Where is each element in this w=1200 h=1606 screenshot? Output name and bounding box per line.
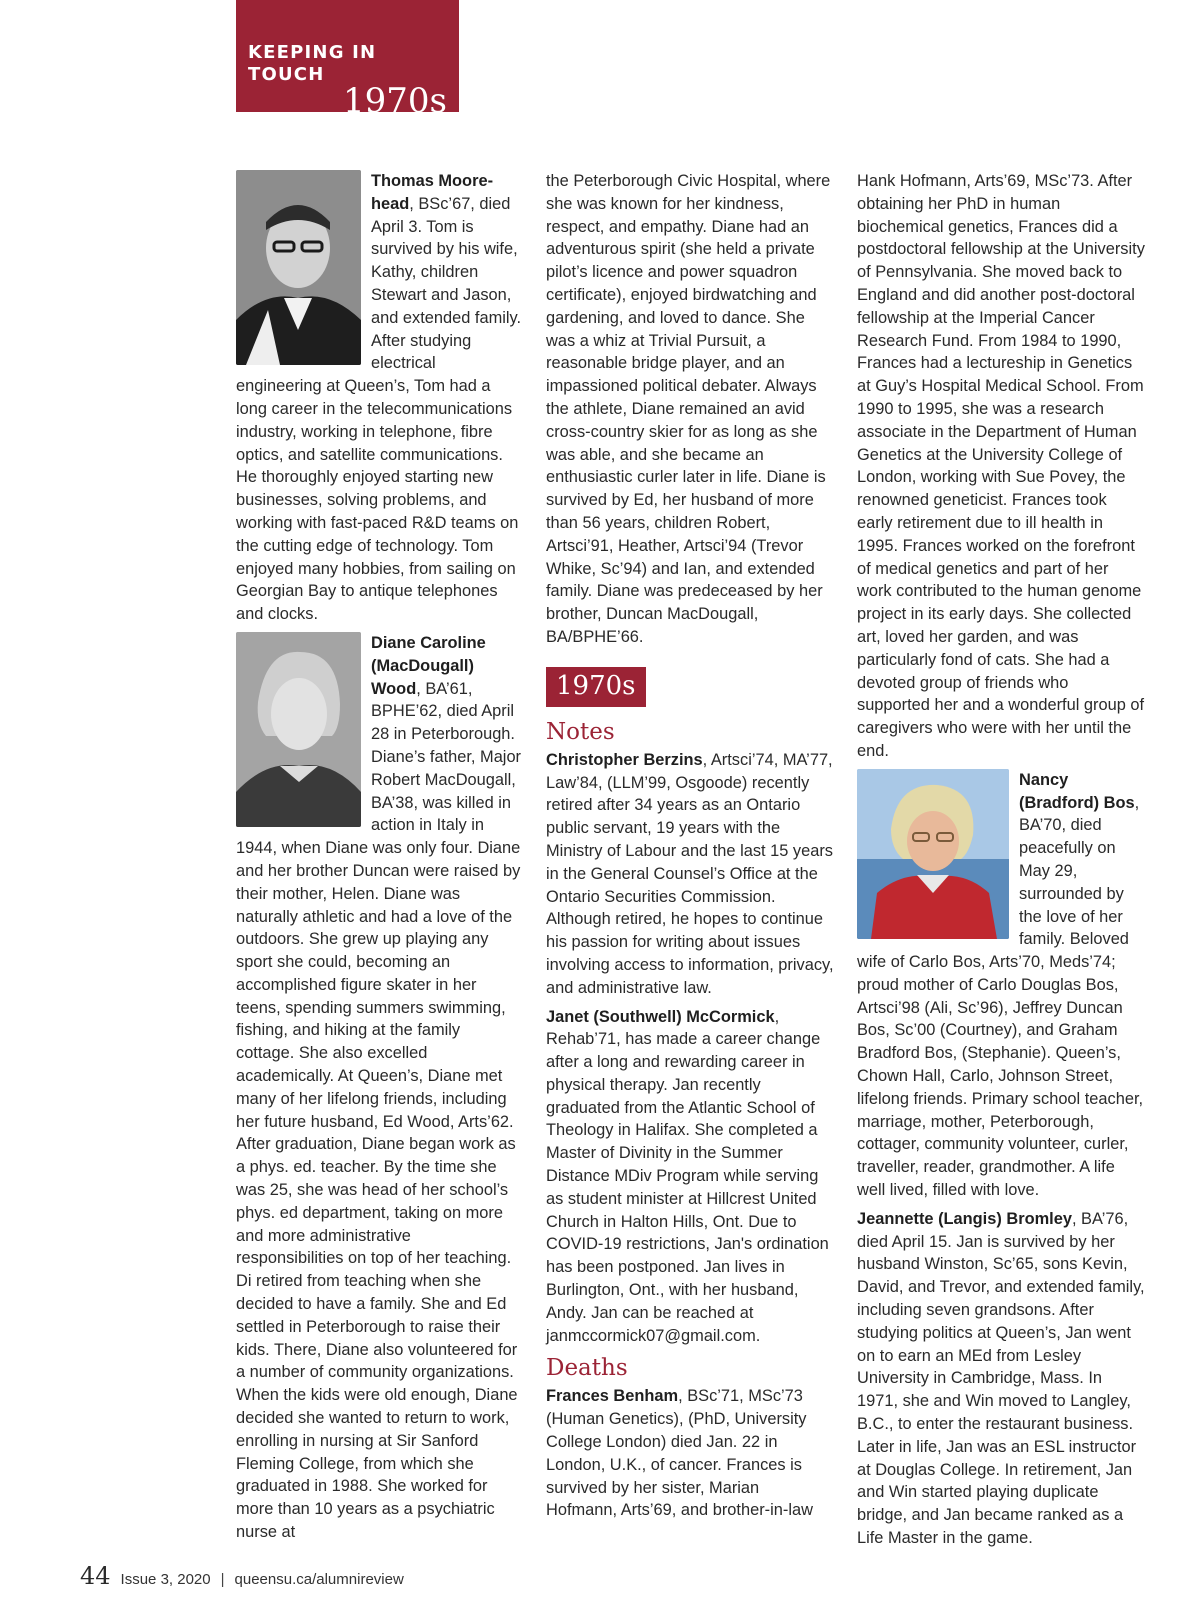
name-frances: Frances Benham [546, 1387, 679, 1406]
obituary-frances-continued: Hank Hofmann, Arts’69, MSc’73. After obtaining her PhD in human biochemical genetics, Frances did a postdoctoral fellowship at the University of Pennsylvania. She moved back to England and did another post-doctoral fellowship at the Imperial Cancer Research Fund. From 1984 to 1990, Frances had a lectureship in Genetics at Guy’s Hospital Medical School. From 1990 to 1995, she was a research associate in the Department of Human Genetics at the University College of London, working with Sue Povey, the renowned geneticist. Frances took early retirement due to ill health in 1995. Frances worked on the forefront of medical genetics and part of her work contributed to the human genome project in its early days. She collected art, loved her garden, and was particularly fond of cats. She had a devoted group of friends who supported her and a wonderful group of caregivers who were with her until the end. [857, 172, 1145, 760]
obituary-diane [236, 632, 522, 1544]
name-nancy: Nancy (Bradford) Bos [1019, 770, 1135, 812]
name-diane: Diane Caroline (MacDougall) Wood [371, 633, 486, 698]
column-3 [857, 170, 1145, 1556]
name-janet: Janet (Southwell) McCormick [546, 1007, 775, 1026]
text-tom: , BSc’67, died April 3. Tom is survived by his wife, Kathy, children Stewart and Jason, and extended family. After studying electrical engineering at Queen’s, Tom had a long career in the telecommunications industry, working in telephone, fibre optics, and satellite communications. He thoroughly enjoyed starting new businesses, solving problems, and working with fast-paced R&D teams on the cutting edge of technology. Tom enjoyed many hobbies, from sailing on Georgian Bay to antique telephones and clocks. [236, 194, 522, 624]
text-janet: , Rehab’71, has made a career change after a long and rewarding career in physical therapy. Jan recently graduated from the Atlantic School of Theology in Halifax. She completed a Master of Divinity in the Summer Distance MDiv Program while serving as student minister at Hillcrest United Church in Halton Hills, Ont. Due to COVID-19 restrictions, Jan's ordination has been postponed. Jan lives in Burlington, Ont., with her husband, Andy. Jan can be reached at janmccormick07@gmail.com. [546, 1007, 829, 1345]
name-christopher: Christopher Berzins [546, 750, 703, 769]
column-1 [236, 170, 522, 1550]
note-janet [546, 1006, 834, 1348]
text-christopher: , Artsci’74, MA’77, Law’84, (LLM’99, Osgoode) recently retired after 34 years as an Ontario public servant, 19 years with the Ministry of Labour and the last 15 years in the General Counsel’s Office at the Ontario Securities Commission. Although retired, he hopes to continue his passion for writing about issues involving access to information, privacy, and administrative law. [546, 750, 834, 997]
header-decade: 1970s [343, 81, 447, 121]
text-jeannette: , BA’76, died April 15. Jan is survived by her husband Winston, Sc’65, sons Kevin, David, and Trevor, and extended family, including seven grandsons. After studying politics at Queen’s, Jan went on to earn an MEd from Lesley University in Cambridge, Mass. In 1971, she and Win moved to Langley, B.C., to enter the restaurant business. Later in life, Jan was an ESL instructor at Douglas College. In retirement, Jan and Win started playing duplicate bridge, and Jan became ranked as a Life Master in the game. [857, 1209, 1145, 1548]
text-nancy: , BA’70, died peacefully on May 29, surrounded by the love of her family. Beloved wife of Carlo Bos, Arts’70, Meds’74; proud mother of Carlo Douglas Bos, Artsci’98 (Ali, Sc’96), Jeffrey Duncan Bos, Sc’00 (Courtney), and Graham Bradford Bos, (Stephanie). Queen’s, Chown Hall, Carlo, Johnson Street, lifelong friends. Primary school teacher, marriage, mother, Peterborough, cottager, community volunteer, curler, traveller, reader, grandmother. A life well lived, filled with love. [857, 793, 1144, 1200]
issue-label: Issue 3, 2020 [120, 1571, 211, 1588]
text-diane: , BA’61, BPHE’62, died April 28 in Peterborough. Diane’s father, Major Robert MacDougall, BA’38, was killed in action in Italy in 1944, when Diane was only four. Diane and her brother Duncan were raised by their mother, Helen. Diane was naturally athletic and had a love of the outdoors. She grew up playing any sport she could, becoming an accomplished figure skater in her teens, spending summers swimming, fishing, and hiking at the family cottage. She also excelled academically. At Queen’s, Diane met many of her lifelong friends, including her future husband, Ed Wood, Arts’62. After graduation, Diane began work as a phys. ed. teacher. By the time she was 25, she was head of her school’s phys. ed department, taking on more and more administrative responsibilities on top of her teaching. Di retired from teaching when she decided to have a family. She and Ed settled in Peterborough to raise their kids. There, Diane also volunteered for a number of community organizations. When the kids were old enough, Diane decided she wanted to return to work, enrolling in nursing at Sir Sanford Fleming College, from which she graduated in 1988. She worked for more than 10 years as a psychiatric nurse at [236, 679, 522, 1542]
footer-separator: | [220, 1571, 225, 1588]
page-number: 44 [80, 1562, 111, 1590]
obituary-nancy [857, 769, 1145, 1202]
name-jeannette: Jeannette (Langis) Bromley [857, 1209, 1072, 1228]
portrait-photo-tom [236, 170, 361, 365]
text-frances: , BSc’71, MSc’73 (Human Genetics), (PhD, University College London) died Jan. 22 in London, U.K., of cancer. Frances is survived by her sister, Marian Hofmann, Arts’69, and brother-in-law [546, 1387, 813, 1520]
portrait-photo-diane [236, 632, 361, 827]
column-2 [546, 170, 834, 1528]
obituary-tom [236, 170, 522, 626]
deaths-heading: Deaths [546, 1355, 628, 1382]
header-kicker: KEEPING IN TOUCH [248, 42, 377, 85]
name-tom: Thomas Moore-head [371, 172, 494, 213]
section-header-box [236, 0, 459, 121]
decade-badge: 1970s [546, 667, 646, 707]
footer-url[interactable]: queensu.ca/alumnireview [234, 1571, 404, 1588]
obituary-jeannette [857, 1208, 1145, 1550]
notes-heading: Notes [546, 718, 615, 745]
portrait-photo-nancy [857, 769, 1009, 939]
obituary-diane-continued: the Peterborough Civic Hospital, where she was known for her kindness, respect, and empathy. Diane had an adventurous spirit (she held a private pilot’s licence and power squadron certificate), enjoyed birdwatching and gardening, and loved to dance. She was a whiz at Trivial Pursuit, a reasonable bridge player, and an impassioned political debater. Always the athlete, Diane remained an avid cross-country skier for as long as she was able, and she became an enthusiastic curler later in life. Diane is survived by Ed, her husband of more than 56 years, children Robert, Artsci’91, Heather, Artsci’94 (Trevor Whike, Sc’94) and Ian, and extended family. Diane was predeceased by her brother, Duncan MacDougall, BA/BPHE’66. [546, 172, 831, 646]
page-footer [80, 1562, 404, 1590]
obituary-frances [546, 1385, 834, 1522]
note-christopher [546, 749, 834, 1000]
